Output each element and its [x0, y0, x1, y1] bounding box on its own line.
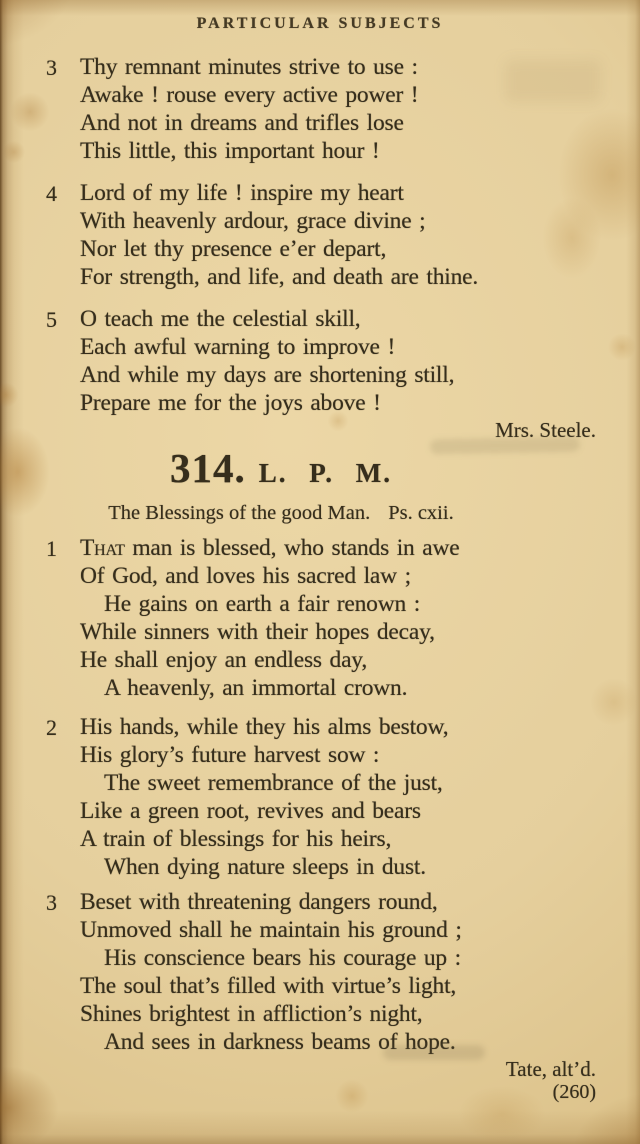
verse-line: When dying nature sleeps in dust.: [104, 854, 426, 880]
stanza-313-3: [46, 53, 640, 165]
stanza-314-3: [46, 888, 640, 1056]
verse-line: Lord of my life ! inspire my heart: [80, 180, 404, 206]
stanza-number: 5: [46, 307, 57, 332]
hymn-313-continued: [0, 53, 640, 442]
verse-line: He shall enjoy an endless day,: [80, 647, 368, 673]
verse-line: Like a green root, revives and bears: [80, 798, 421, 824]
stanza-lines: [80, 888, 462, 1056]
verse-line: Each awful warning to improve !: [80, 334, 396, 360]
stanza-313-4: [46, 179, 640, 291]
verse-line: Beset with threatening dangers round,: [80, 889, 438, 915]
verse-line: And not in dreams and trifles lose: [80, 110, 404, 136]
stanza-number: 3: [46, 55, 57, 80]
hymn-subtitle: [46, 502, 516, 525]
verse-line: While sinners with their hopes decay,: [80, 619, 435, 645]
verse-line-rest: man is blessed, who stands in awe: [124, 535, 460, 561]
verse-line: For strength, and life, and death are thine.: [80, 264, 479, 290]
hymn-title: [46, 444, 516, 502]
stanza-lines: [80, 713, 448, 881]
stanza-313-5: [46, 305, 640, 417]
verse-line: His glory’s future harvest sow :: [80, 742, 380, 768]
lead-word-smallcaps: That: [80, 535, 125, 561]
verse-line: Shines brightest in affliction’s night,: [80, 1001, 423, 1027]
verse-line: Nor let thy presence e’er depart,: [80, 236, 387, 262]
verse-line: The sweet remembrance of the just,: [104, 770, 443, 796]
verse-line: A train of blessings for his heirs,: [80, 826, 392, 852]
stanza-number: 1: [46, 536, 57, 561]
stanza-lines: [80, 179, 478, 291]
stanza-314-2: [46, 713, 640, 881]
hymn-theme: The Blessings of the good Man.: [108, 502, 371, 524]
verse-line: A heavenly, an immortal crown.: [104, 675, 408, 701]
page-number: (260): [552, 1081, 596, 1103]
verse-line: Thy remnant minutes strive to use :: [80, 54, 418, 80]
verse-line: His conscience bears his courage up :: [104, 945, 461, 971]
verse-line: Prepare me for the joys above !: [80, 390, 381, 416]
verse-line: This little, this important hour !: [80, 138, 380, 164]
stanza-lines: [80, 305, 454, 417]
stanza-314-1: [46, 534, 640, 702]
verse-line: Awake ! rouse every active power !: [80, 82, 419, 108]
verse-line: The soul that’s filled with virtue’s light,: [80, 973, 457, 999]
hymn-number: 314.: [169, 445, 246, 491]
verse-line: Of God, and loves his sacred law ;: [80, 563, 411, 589]
stanza-number: 3: [46, 890, 57, 915]
scripture-reference: Ps. cxii.: [388, 502, 454, 524]
verse-line: With heavenly ardour, grace divine ;: [80, 208, 426, 234]
author-attribution: Mrs. Steele.: [495, 418, 596, 442]
verse-line: And while my days are shortening still,: [80, 362, 455, 388]
stanza-lines: [80, 534, 460, 702]
stanza-number: 2: [46, 715, 57, 740]
hymn-meter: L. P. M.: [258, 458, 392, 488]
stanza-number: 4: [46, 181, 57, 206]
hymn-314: [0, 444, 640, 1081]
verse-line: Unmoved shall he maintain his ground ;: [80, 917, 462, 943]
verse-line: And sees in darkness beams of hope.: [104, 1029, 456, 1055]
verse-line: [80, 534, 460, 562]
stanza-lines: [80, 53, 418, 165]
verse-line: His hands, while they his alms bestow,: [80, 714, 449, 740]
verse-line: He gains on earth a fair renown :: [104, 591, 421, 617]
verse-line: O teach me the celestial skill,: [80, 306, 361, 332]
author-attribution: Tate, alt’d.: [505, 1057, 596, 1081]
running-head: PARTICULAR SUBJECTS: [196, 15, 444, 32]
